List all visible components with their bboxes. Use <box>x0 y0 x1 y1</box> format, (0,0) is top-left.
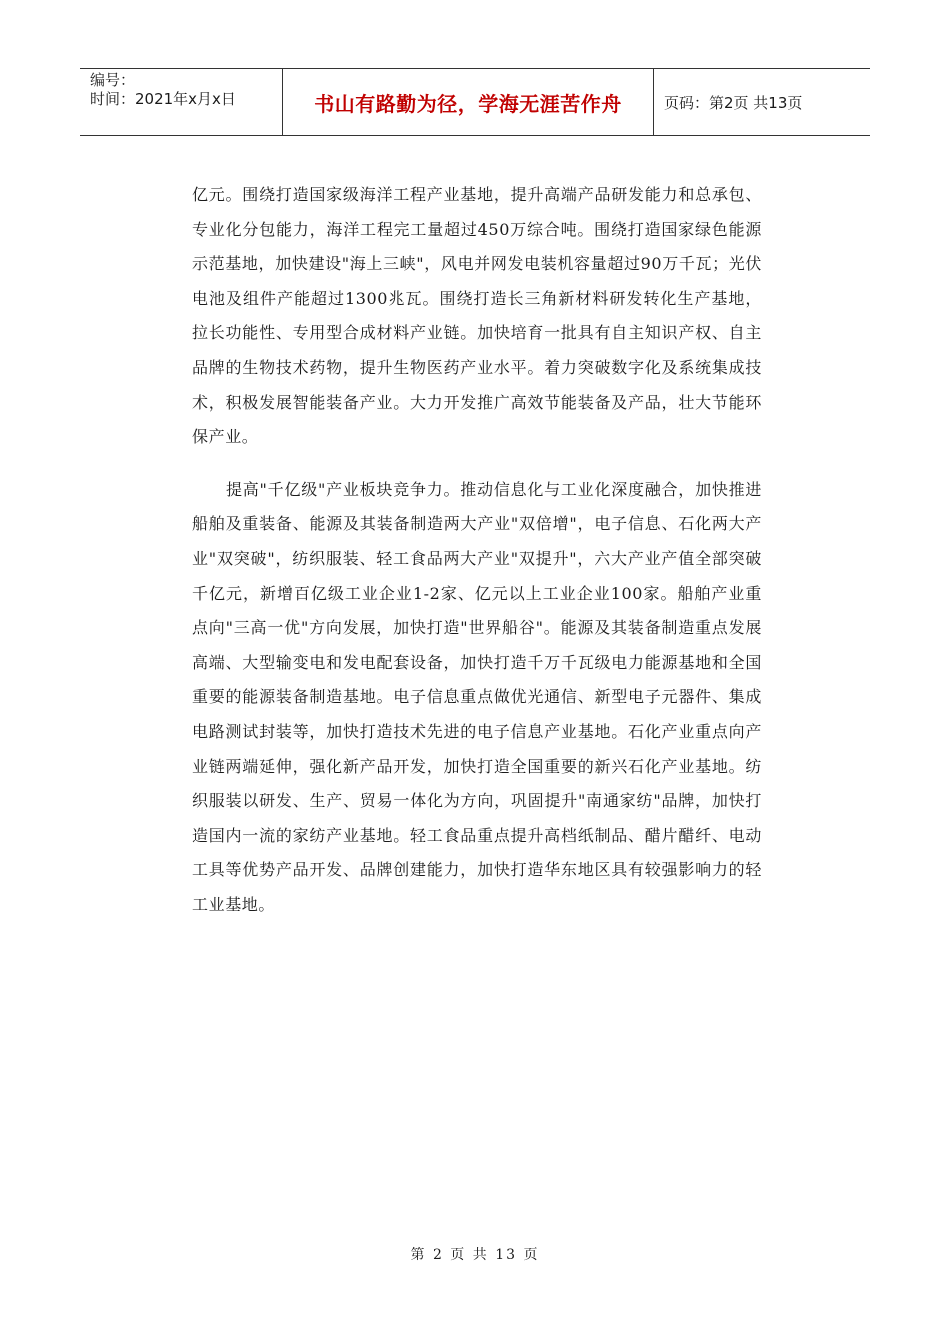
document-number-label: 编号： <box>90 71 136 89</box>
document-header <box>80 68 870 136</box>
header-motto: 书山有路勤为径，学海无涯苦作舟 <box>282 69 654 135</box>
document-body <box>192 178 762 922</box>
document-time-label: 时间：2021年x月x日 <box>90 90 236 108</box>
body-paragraph-1: 亿元。围绕打造国家级海洋工程产业基地，提升高端产品研发能力和总承包、专业化分包能力，海洋工程完工量超过450万综合吨。围绕打造国家绿色能源示范基地，加快建设"海上三峡"，风电并网发电装机容量超过90万千瓦；光伏电池及组件产能超过1300兆瓦。围绕打造长三角新材料研发转化生产基地，拉长功能性、专用型合成材料产业链。加快培育一批具有自主知识产权、自主品牌的生物技术药物，提升生物医药产业水平。着力突破数字化及系统集成技术，积极发展智能装备产业。大力开发推广高效节能装备及产品，壮大节能环保产业。 <box>192 185 762 447</box>
body-paragraph-2: 提高"千亿级"产业板块竞争力。推动信息化与工业化深度融合，加快推进船舶及重装备、能源及其装备制造两大产业"双倍增"，电子信息、石化两大产业"双突破"，纺织服装、轻工食品两大产业"双提升"，六大产业产值全部突破千亿元，新增百亿级工业企业1-2家、亿元以上工业企业100家。船舶产业重点向"三高一优"方向发展，加快打造"世界船谷"。能源及其装备制造重点发展高端、大型输变电和发电配套设备，加快打造千万千瓦级电力能源基地和全国重要的能源装备制造基地。电子信息重点做优光通信、新型电子元器件、集成电路测试封装等，加快打造技术先进的电子信息产业基地。石化产业重点向产业链两端延伸，强化新产品开发，加快打造全国重要的新兴石化产业基地。纺织服装以研发、生产、贸易一体化为方向，巩固提升"南通家纺"品牌，加快打造国内一流的家纺产业基地。轻工食品重点提升高档纸制品、醋片醋纤、电动工具等优势产品开发、品牌创建能力，加快打造华东地区具有较强影响力的轻工业基地。 <box>192 479 762 914</box>
header-page-info: 页码：第2页 共13页 <box>664 93 803 112</box>
header-meta <box>80 69 282 135</box>
page-footer: 第 2 页 共 13 页 <box>410 1247 540 1263</box>
